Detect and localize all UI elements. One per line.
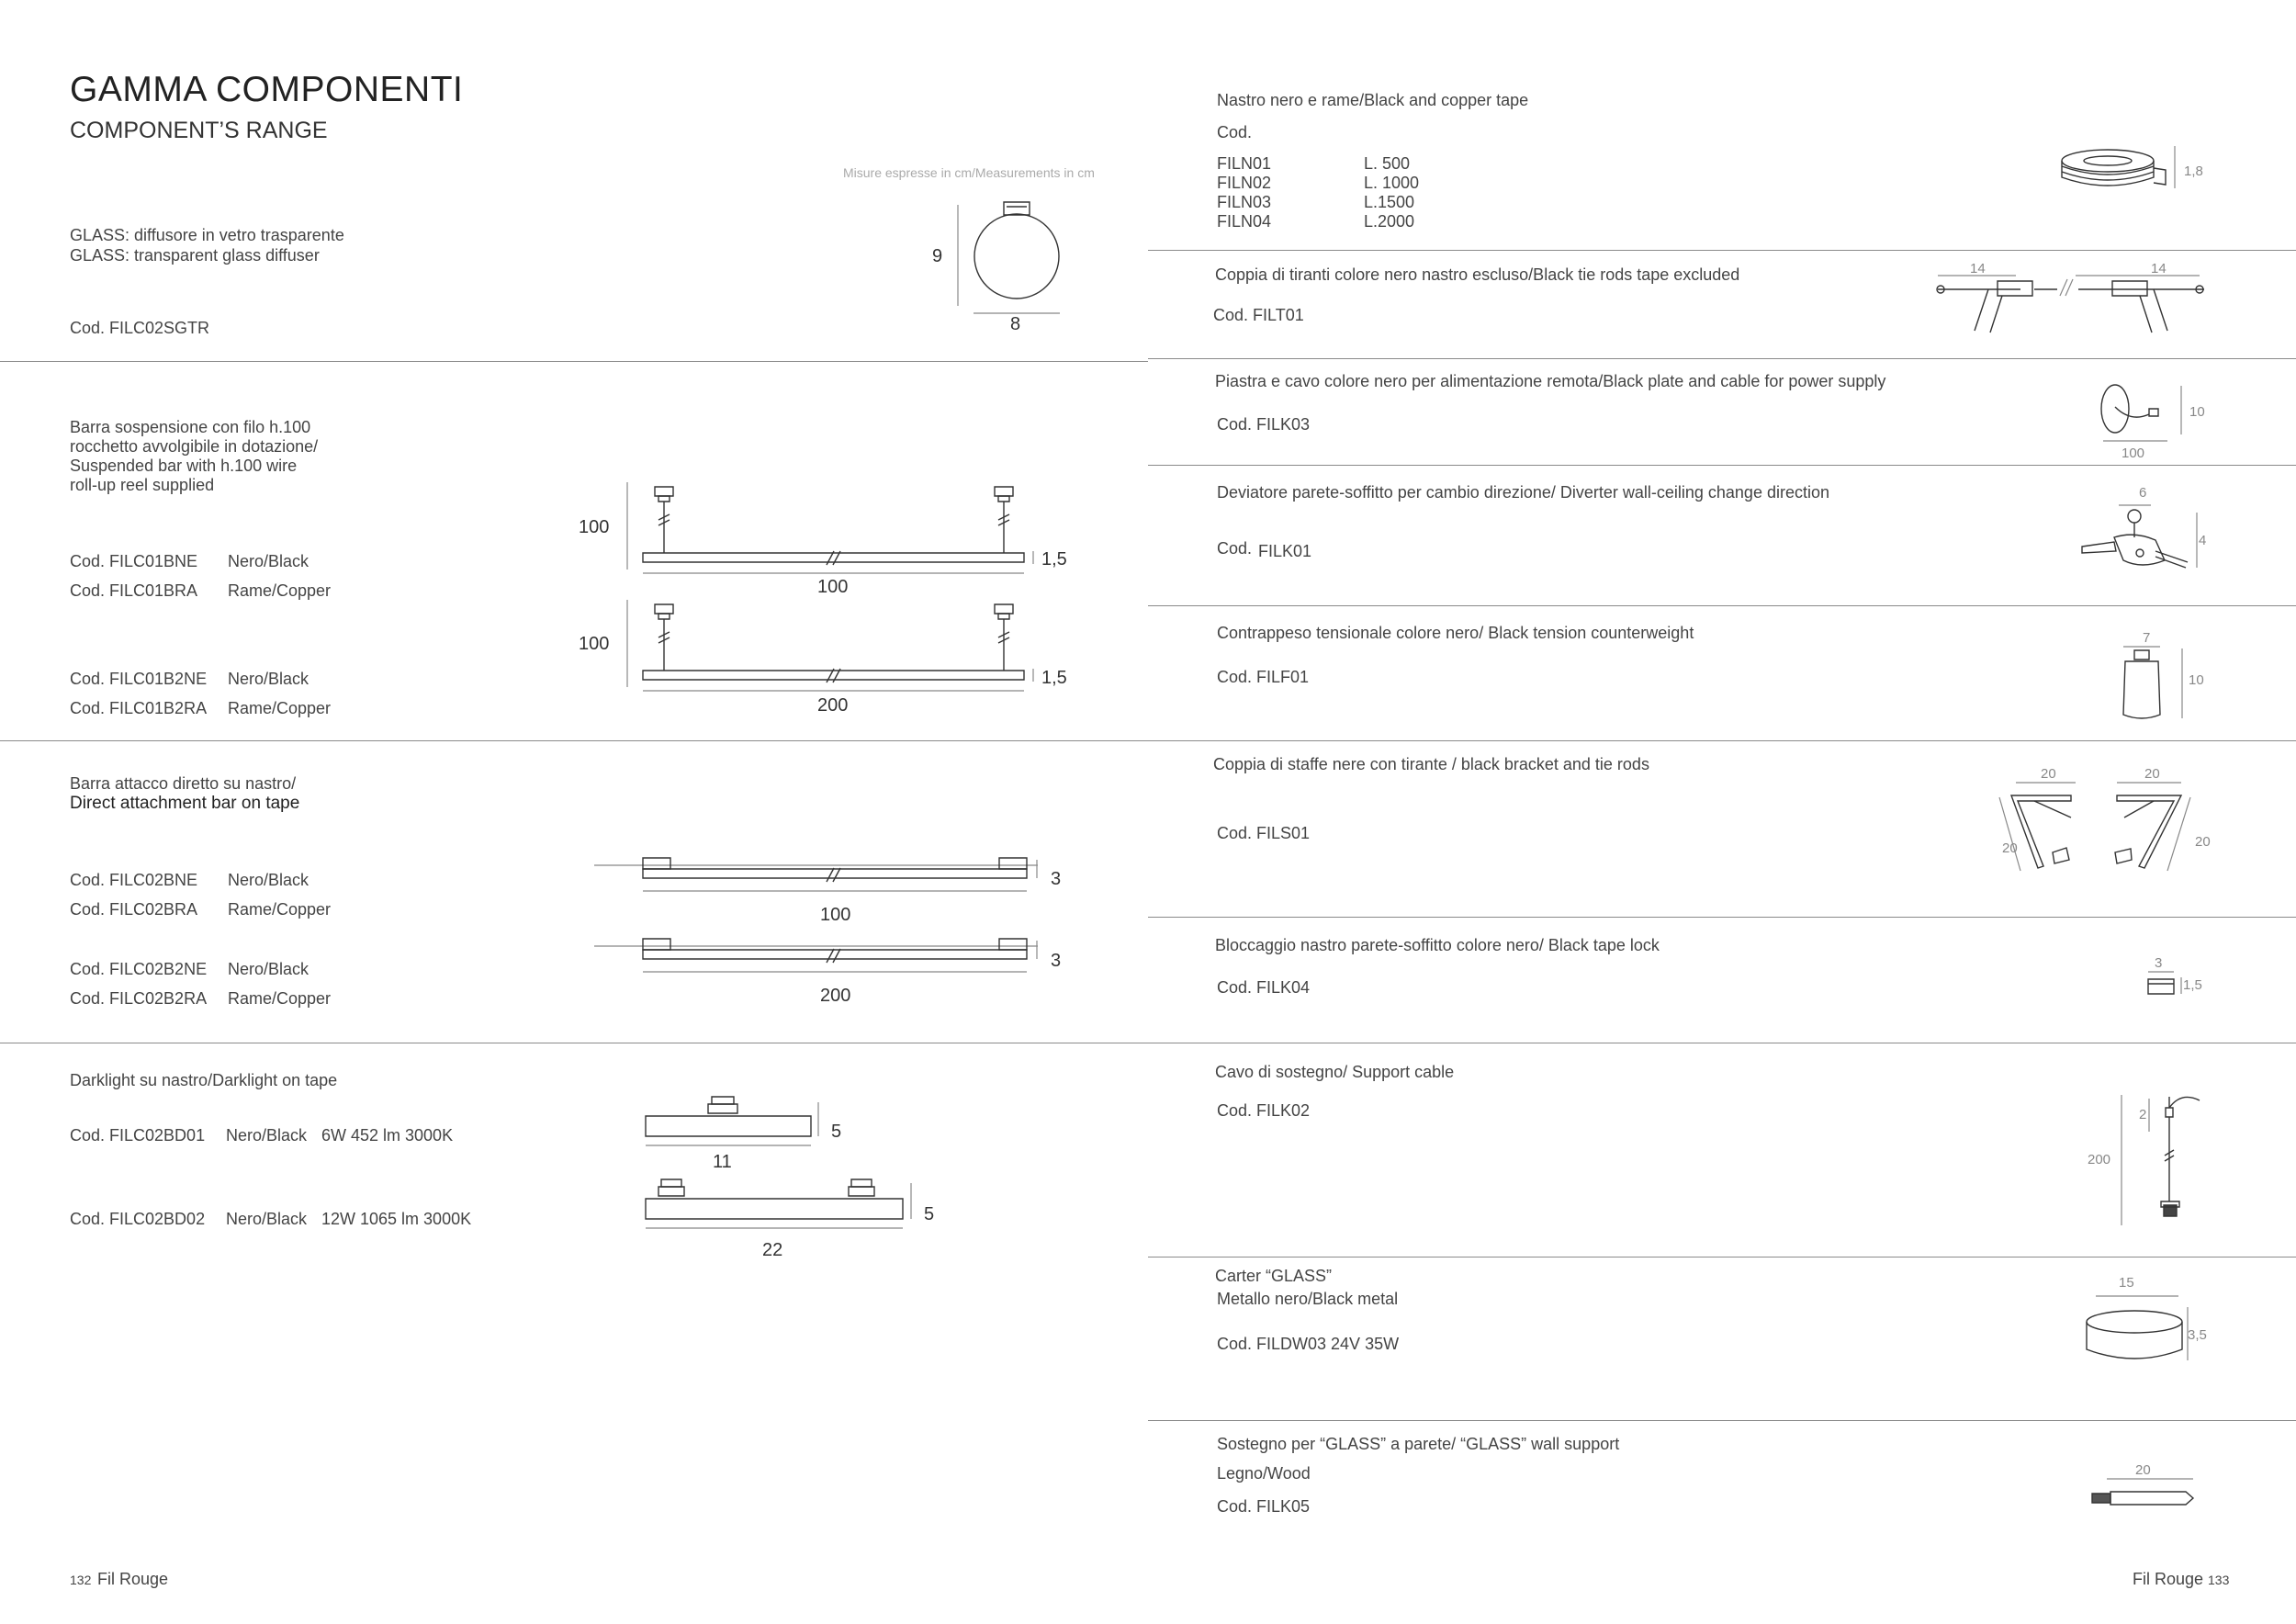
carter-line2: Metallo nero/Black metal [1217, 1290, 1399, 1308]
direct-bar-100-drawing [592, 854, 1052, 909]
page-title: GAMMA COMPONENTI [70, 70, 464, 109]
page-number-left: 132 [70, 1573, 92, 1587]
carter-line1: Carter “GLASS” [1215, 1267, 1333, 1285]
suspension-color-1: Nero/Black [228, 552, 310, 570]
counterweight-drawing [2112, 641, 2195, 724]
brand-left: Fil Rouge [97, 1570, 169, 1588]
brackets-title: Coppia di staffe nere con tirante / black bracket and tie rods [1213, 755, 1649, 773]
divider [1148, 917, 2296, 918]
support-cable-drawing [2112, 1091, 2213, 1229]
tape-len-2: L. 1000 [1364, 174, 1420, 192]
plate-title: Piastra e cavo colore nero per alimentazione remota/Black plate and cable for power supply [1215, 372, 1886, 390]
deviator-title: Deviatore parete-soffitto per cambio direzione/ Diverter wall-ceiling change direction [1217, 483, 1829, 502]
darklight-color-2: Nero/Black [226, 1210, 308, 1228]
suspension-color-2: Rame/Copper [228, 581, 332, 600]
divider [1148, 1420, 2296, 1421]
cable-dim-s: 2 [2139, 1107, 2147, 1122]
direct-desc-1: Barra attacco diretto su nastro/ [70, 774, 297, 793]
tape-title: Nastro nero e rame/Black and copper tape [1217, 91, 1529, 109]
deviator-code-label: Cod. [1217, 539, 1253, 558]
tape-code-4: FILN04 [1217, 212, 1272, 231]
tierods-code: Cod. FILT01 [1213, 306, 1304, 324]
page-subtitle: COMPONENT’S RANGE [70, 118, 328, 143]
counterweight-dim-w: 7 [2143, 630, 2151, 646]
direct-color-2: Rame/Copper [228, 900, 332, 919]
tierods-title: Coppia di tiranti colore nero nastro escluso/Black tie rods tape excluded [1215, 265, 1740, 284]
direct-d2-t: 3 [1051, 951, 1062, 971]
counterweight-title: Contrappeso tensionale colore nero/ Black tension counterweight [1217, 624, 1694, 642]
counterweight-dim-h: 10 [2189, 672, 2204, 688]
plate-code: Cod. FILK03 [1217, 415, 1311, 434]
suspension-desc-1: Barra sospensione con filo h.100 [70, 418, 311, 436]
deviator-dim-h: 4 [2199, 533, 2207, 548]
divider [1148, 250, 2296, 251]
darklight-d1-h: 5 [831, 1122, 842, 1142]
tapelock-dim-w: 3 [2155, 955, 2163, 971]
tapelock-code: Cod. FILK04 [1217, 978, 1311, 997]
deviator-drawing [2077, 496, 2206, 579]
suspension-desc-3: Suspended bar with h.100 wire [70, 457, 298, 475]
suspension-desc-4: roll-up reel supplied [70, 476, 215, 494]
cable-dim-h: 200 [2088, 1152, 2111, 1167]
carter-dim-w: 15 [2119, 1275, 2134, 1291]
counterweight-code: Cod. FILF01 [1217, 668, 1310, 686]
darklight-code-1: Cod. FILC02BD01 [70, 1126, 206, 1145]
tapelock-dim-h: 1,5 [2183, 977, 2202, 993]
divider [1148, 358, 2296, 359]
tape-len-1: L. 500 [1364, 154, 1411, 173]
divider [0, 361, 1148, 362]
suspension-d2-w: 200 [817, 695, 849, 716]
tape-roll-drawing [2057, 142, 2186, 197]
tape-code-2: FILN02 [1217, 174, 1272, 192]
brand-right: Fil Rouge [2133, 1570, 2204, 1588]
direct-d2-w: 200 [820, 986, 851, 1006]
suspension-d1-w: 100 [817, 577, 849, 597]
suspension-color-4: Rame/Copper [228, 699, 332, 717]
direct-d1-w: 100 [820, 905, 851, 925]
suspension-code-4: Cod. FILC01B2RA [70, 699, 208, 717]
tape-cod-label: Cod. [1217, 123, 1253, 141]
darklight-spec-1: 6W 452 lm 3000K [321, 1126, 454, 1145]
tape-len-4: L.2000 [1364, 212, 1415, 231]
brackets-dim-4: 20 [2195, 834, 2211, 850]
glass-code: Cod. FILC02SGTR [70, 319, 210, 337]
direct-code-4: Cod. FILC02B2RA [70, 989, 208, 1008]
carter-dim-h: 3,5 [2188, 1327, 2207, 1343]
brackets-drawing [1998, 779, 2218, 880]
brackets-code: Cod. FILS01 [1217, 824, 1311, 842]
wallsupport-code: Cod. FILK05 [1217, 1497, 1311, 1516]
tape-code-3: FILN03 [1217, 193, 1272, 211]
suspension-bar-100-drawing [620, 478, 1042, 592]
carter-code: Cod. FILDW03 24V 35W [1217, 1335, 1400, 1353]
brackets-dim-3: 20 [2002, 840, 2018, 856]
tie-rods-drawing [1933, 266, 2209, 340]
divider [1148, 605, 2296, 606]
page-number-right: 133 [2208, 1573, 2230, 1587]
darklight-d1-w: 11 [713, 1152, 732, 1172]
tape-code-1: FILN01 [1217, 154, 1272, 173]
suspension-d2-t: 1,5 [1041, 668, 1067, 688]
suspension-code-2: Cod. FILC01BRA [70, 581, 198, 600]
darklight-22-drawing [638, 1176, 941, 1240]
direct-color-1: Nero/Black [228, 871, 310, 889]
suspension-bar-200-drawing [620, 595, 1042, 710]
direct-color-3: Nero/Black [228, 960, 310, 978]
plate-cable-drawing [2099, 381, 2190, 455]
suspension-d1-h: 100 [579, 517, 610, 537]
brackets-dim-2: 20 [2144, 766, 2160, 782]
suspension-d1-t: 1,5 [1041, 549, 1067, 570]
darklight-desc: Darklight su nastro/Darklight on tape [70, 1071, 338, 1089]
wallsupport-dim-w: 20 [2135, 1462, 2151, 1478]
units-note: Misure espresse in cm/Measurements in cm [843, 165, 1095, 180]
glass-dim-h: 9 [932, 246, 943, 266]
darklight-11-drawing [638, 1093, 822, 1157]
plate-dim-h: 10 [2189, 404, 2205, 420]
suspension-d2-h: 100 [579, 634, 610, 654]
glass-desc-it: GLASS: diffusore in vetro trasparente [70, 226, 344, 244]
tape-len-3: L.1500 [1364, 193, 1415, 211]
darklight-color-1: Nero/Black [226, 1126, 308, 1145]
suspension-desc-2: rocchetto avvolgibile in dotazione/ [70, 437, 319, 456]
darklight-spec-2: 12W 1065 lm 3000K [321, 1210, 472, 1228]
darklight-d2-h: 5 [924, 1204, 935, 1224]
direct-code-1: Cod. FILC02BNE [70, 871, 198, 889]
direct-desc-2: Direct attachment bar on tape [70, 794, 300, 813]
direct-code-2: Cod. FILC02BRA [70, 900, 198, 919]
direct-d1-t: 3 [1051, 869, 1062, 889]
divider [1148, 465, 2296, 466]
deviator-code: FILK01 [1258, 542, 1312, 560]
glass-dim-w: 8 [1010, 314, 1021, 334]
tapelock-title: Bloccaggio nastro parete-soffitto colore nero/ Black tape lock [1215, 936, 1660, 954]
cable-code: Cod. FILK02 [1217, 1101, 1311, 1120]
tierods-dim-1: 14 [1970, 261, 1986, 276]
carter-drawing [2077, 1291, 2197, 1373]
plate-dim-w: 100 [2122, 445, 2145, 461]
wallsupport-title: Sostegno per “GLASS” a parete/ “GLASS” wall support [1217, 1435, 1620, 1453]
divider [1148, 740, 2296, 741]
glass-desc-en: GLASS: transparent glass diffuser [70, 246, 320, 265]
tape-dim: 1,8 [2184, 164, 2203, 179]
direct-code-3: Cod. FILC02B2NE [70, 960, 208, 978]
suspension-code-3: Cod. FILC01B2NE [70, 670, 208, 688]
divider [0, 740, 1148, 741]
tierods-dim-2: 14 [2151, 261, 2167, 276]
suspension-code-1: Cod. FILC01BNE [70, 552, 198, 570]
suspension-color-3: Nero/Black [228, 670, 310, 688]
darklight-d2-w: 22 [762, 1240, 783, 1260]
cable-title: Cavo di sostegno/ Support cable [1215, 1063, 1455, 1081]
deviator-dim-w: 6 [2139, 485, 2147, 501]
direct-bar-200-drawing [592, 935, 1052, 990]
wallsupport-material: Legno/Wood [1217, 1464, 1311, 1483]
direct-color-4: Rame/Copper [228, 989, 332, 1008]
darklight-code-2: Cod. FILC02BD02 [70, 1210, 206, 1228]
brackets-dim-1: 20 [2041, 766, 2056, 782]
